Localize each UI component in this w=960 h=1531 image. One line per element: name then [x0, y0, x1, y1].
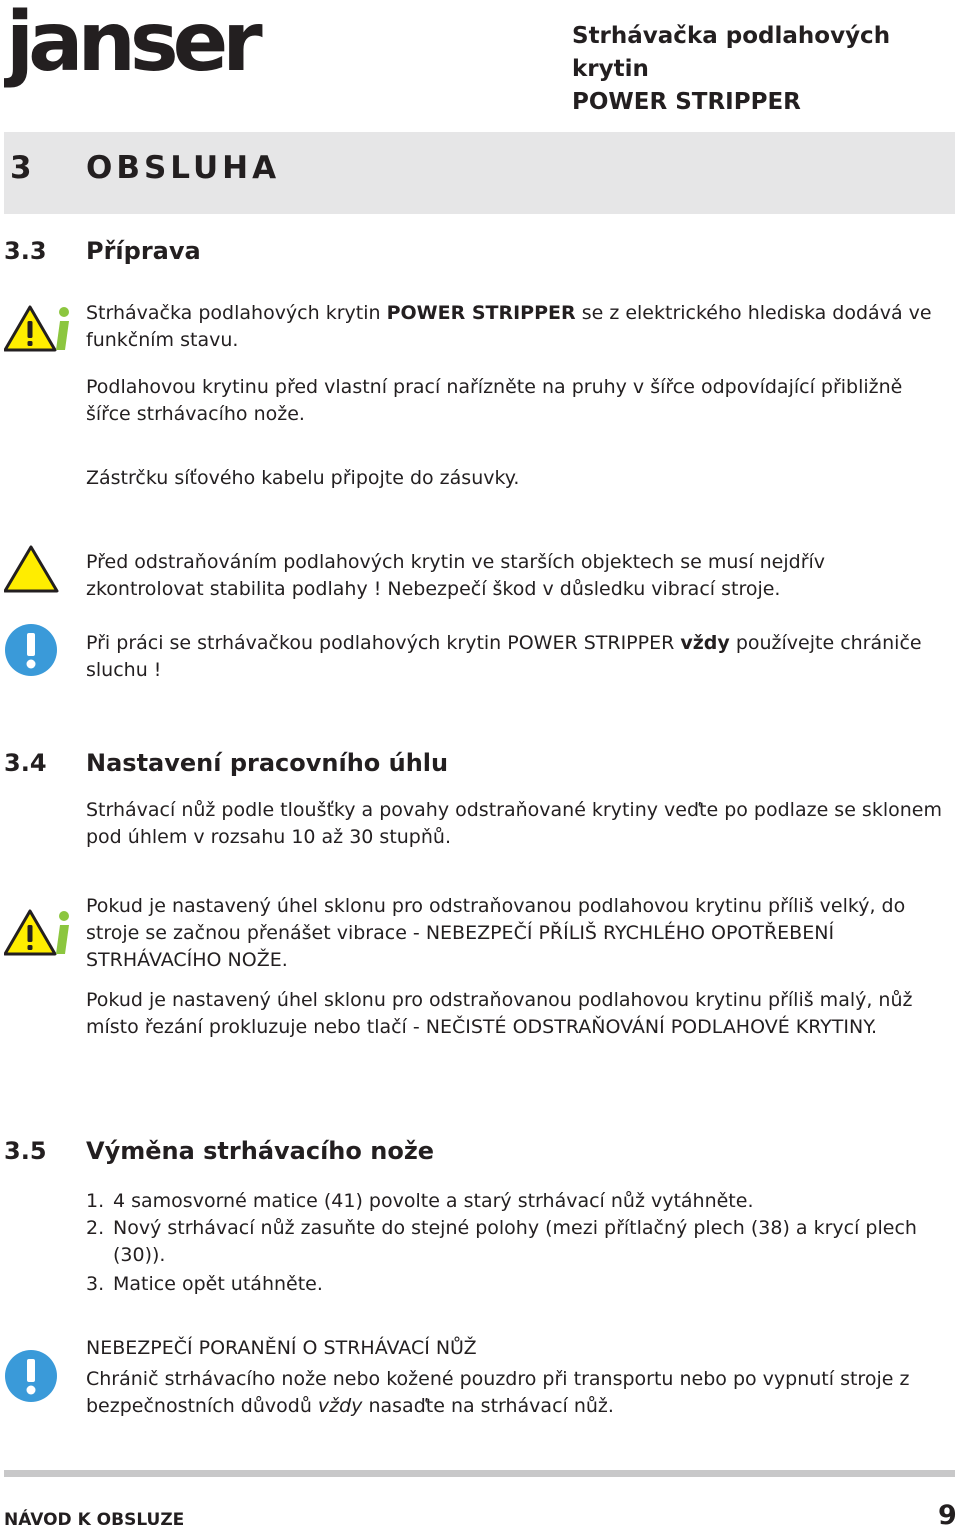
- steps-list: [86, 1188, 948, 1298]
- svg-text:janser: janser: [6, 0, 257, 90]
- paragraph-3-4-2: Pokud je nastavený úhel sklonu pro odstraňovanou podlahovou krytinu příliš velký, do stroje se začnou přenášet vibrace - NEBEZPEČÍ PŘÍLIŠ RYCHLÉHO OPOTŘEBENÍ STRHÁVACÍHO NOŽE.: [86, 895, 906, 971]
- paragraph-3-4-1: Strhávací nůž podle tloušťky a povahy odstraňované krytiny veďte po podlaze se sklonem pod úhlem v rozsahu 10 až 30 stupňů.: [86, 799, 942, 848]
- always-italic: vždy: [317, 1395, 363, 1417]
- exclamation-circle-icon: [4, 1348, 60, 1404]
- paragraph-3-3-3: Zástrčku síťového kabelu připojte do zásuvky.: [86, 467, 520, 489]
- footer-divider: [4, 1470, 955, 1477]
- chapter-title: OBSLUHA: [86, 150, 281, 186]
- page-number: 9: [938, 1500, 957, 1531]
- list-item: 2. Nový strhávací nůž zasuňte do stejné polohy (mezi přítlačný plech (38) a krycí plech (30)).: [86, 1217, 917, 1266]
- exclamation-circle-icon: [4, 622, 60, 678]
- janser-logo: [4, 0, 304, 92]
- section-3-5-title: Výměna strhávacího nože: [86, 1137, 435, 1165]
- list-item: 1. 4 samosvorné matice (41) povolte a starý strhávací nůž vytáhněte.: [86, 1190, 754, 1212]
- warning-info-icon: [4, 304, 72, 352]
- list-item: 3. Matice opět utáhněte.: [86, 1273, 323, 1295]
- paragraph-3-3-5: Při práci se strhávačkou podlahových krytin POWER STRIPPER vždy používejte chrániče sluchu !: [86, 632, 922, 681]
- warning-info-icon: [4, 908, 72, 956]
- footer-title: NÁVOD K OBSLUZE: [4, 1510, 185, 1530]
- header-title-line1: Strhávačka podlahových krytin: [572, 23, 891, 82]
- warning-triangle-icon: [4, 544, 60, 594]
- always-bold: vždy: [680, 632, 730, 654]
- header-title: [572, 20, 960, 119]
- paragraph-3-3-1: Strhávačka podlahových krytin POWER STRIPPER se z elektrického hlediska dodává ve funkčním stavu.: [86, 302, 932, 351]
- chapter-number: 3: [10, 150, 34, 186]
- section-3-3-title: Příprava: [86, 237, 201, 265]
- paragraph-3-3-4: Před odstraňováním podlahových krytin ve starších objektech se musí nejdřív zkontrolovat stabilita podlahy ! Nebezpečí škod v důsledku vibrací stroje.: [86, 551, 826, 600]
- header-title-line2: POWER STRIPPER: [572, 89, 801, 115]
- paragraph-3-3-2: Podlahovou krytinu před vlastní prací nařízněte na pruhy v šířce odpovídající přibližně šířce strhávacího nože.: [86, 376, 903, 425]
- warning-text: Chránič strhávacího nože nebo kožené pouzdro při transportu nebo po vypnutí stroje z bezpečnostních důvodů vždy nasaďte na strhávací nůž.: [86, 1368, 910, 1417]
- warning-title: NEBEZPEČÍ PORANĚNÍ O STRHÁVACÍ NŮŽ: [86, 1337, 477, 1359]
- section-3-4-title: Nastavení pracovního úhlu: [86, 749, 449, 777]
- section-3-3-number: 3.3: [4, 237, 47, 265]
- section-3-5-number: 3.5: [4, 1137, 47, 1165]
- paragraph-3-4-3: Pokud je nastavený úhel sklonu pro odstraňovanou podlahovou krytinu příliš malý, nůž místo řezání prokluzuje nebo tlačí - NEČISTÉ ODSTRAŇOVÁNÍ PODLAHOVÉ KRYTINY.: [86, 989, 913, 1038]
- product-name-bold: POWER STRIPPER: [386, 302, 576, 324]
- section-3-4-number: 3.4: [4, 749, 47, 777]
